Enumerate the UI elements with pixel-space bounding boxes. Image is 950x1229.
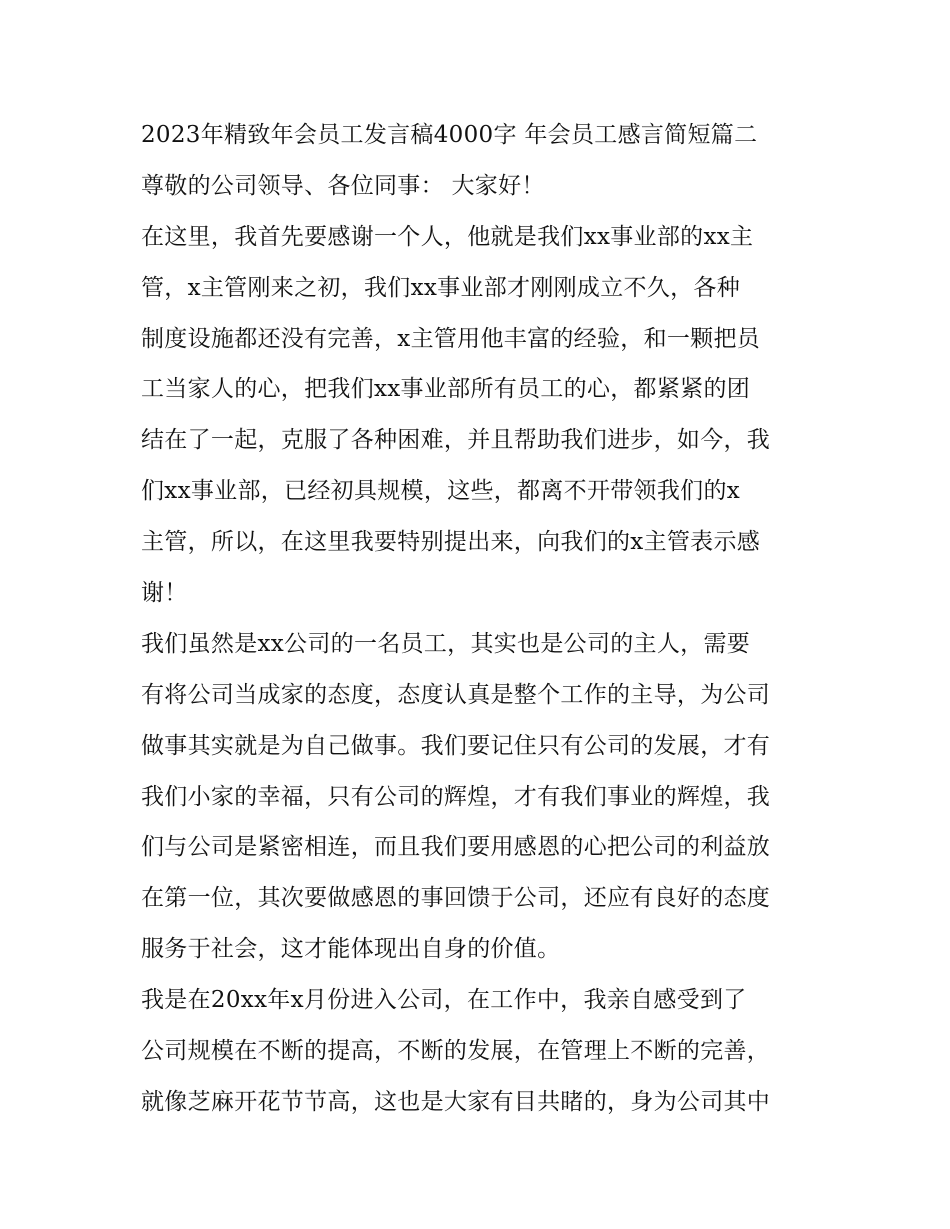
text-line: 我们虽然是xx公司的一名员工，其实也是公司的主人，需要 — [141, 630, 751, 657]
text-line: 们xx事业部，已经初具规模，这些，都离不开带领我们的x — [141, 478, 741, 505]
text-line: 有将公司当成家的态度，态度认真是整个工作的主导，为公司 — [141, 681, 771, 708]
text-line: 就像芝麻开花节节高，这也是大家有目共睹的，身为公司其中 — [141, 1088, 771, 1115]
text-line: 我是在20xx年x月份进入公司，在工作中，我亲自感受到了 — [141, 987, 747, 1014]
document-title: 2023年精致年会员工发言稿4000字 年会员工感言简短篇二 — [141, 122, 758, 148]
text-line: 我们小家的幸福，只有公司的辉煌，才有我们事业的辉煌，我 — [141, 783, 771, 810]
text-line: 公司规模在不断的提高，不断的发展，在管理上不断的完善， — [141, 1038, 771, 1065]
text-line: 服务于社会，这才能体现出自身的价值。 — [141, 936, 561, 963]
text-line: 在这里，我首先要感谢一个人，他就是我们xx事业部的xx主 — [141, 223, 754, 250]
text-line: 们与公司是紧密相连，而且我们要用感恩的心把公司的利益放 — [141, 834, 771, 861]
text-line: 做事其实就是为自己做事。我们要记住只有公司的发展，才有 — [141, 732, 771, 759]
text-line: 在第一位，其次要做感恩的事回馈于公司，还应有良好的态度 — [141, 885, 771, 912]
text-line: 主管，所以，在这里我要特别提出来，向我们的x主管表示感 — [141, 529, 761, 556]
text-line: 结在了一起，克服了各种困难，并且帮助我们进步，如今，我 — [141, 427, 771, 454]
text-line: 谢！ — [141, 580, 188, 607]
text-line: 管，x主管刚来之初，我们xx事业部才刚刚成立不久，各种 — [141, 274, 741, 301]
text-line: 制度设施都还没有完善，x主管用他丰富的经验，和一颗把员 — [141, 325, 761, 352]
document-body — [141, 110, 821, 1128]
text-line: 工当家人的心，把我们xx事业部所有员工的心，都紧紧的团 — [141, 376, 751, 403]
salutation: 尊敬的公司领导、各位同事： 大家好！ — [141, 172, 545, 199]
